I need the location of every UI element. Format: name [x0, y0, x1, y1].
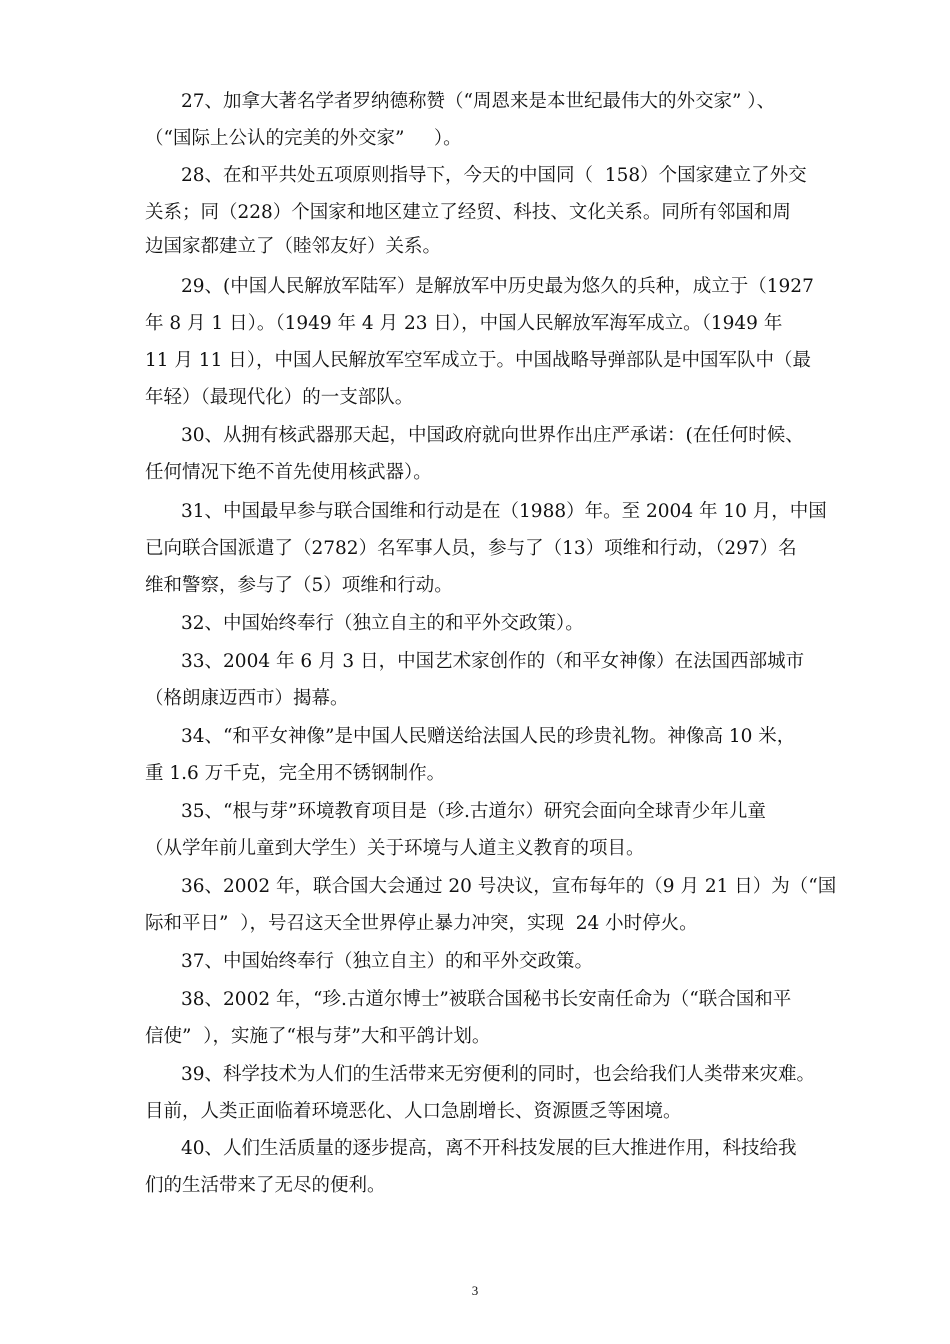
item-34-line-2: 重 1.6 万千克，完全用不锈钢制作。	[145, 763, 446, 784]
item-28-line-1: 28、在和平共处五项原则指导下，今天的中国同（ 158）个国家建立了外交	[181, 165, 807, 186]
item-40-line-2: 们的生活带来了无尽的便利。	[145, 1175, 386, 1196]
item-35-line-2: （从学年前儿童到大学生）关于环境与人道主义教育的项目。	[145, 838, 645, 859]
item-39-line-2: 目前，人类正面临着环境恶化、人口急剧增长、资源匮乏等困境。	[145, 1101, 682, 1122]
item-37-line-1: 37、中国始终奉行（独立自主）的和平外交政策。	[181, 951, 594, 972]
item-28-line-2: 关系；同（228）个国家和地区建立了经贸、科技、文化关系。同所有邻国和周	[145, 202, 791, 223]
item-29-line-2: 年 8 月 1 日）。（1949 年 4 月 23 日），中国人民解放军海军成立。（1949 年	[145, 313, 783, 334]
page-number: 3	[471, 1283, 479, 1298]
item-27-line-1: 27、加拿大著名学者罗纳德称赞（“周恩来是本世纪最伟大的外交家” ）、	[181, 91, 776, 112]
item-38-line-1: 38、2002 年，“珍.古道尔博士”被联合国秘书长安南任命为（“联合国和平	[181, 989, 792, 1010]
item-31-line-2: 已向联合国派遣了（2782）名军事人员，参与了（13）项维和行动，（297）名	[145, 538, 797, 559]
item-30-line-2: 任何情况下绝不首先使用核武器）。	[145, 462, 432, 483]
item-31-line-1: 31、中国最早参与联合国维和行动是在（1988）年。至 2004 年 10 月，中国	[181, 501, 827, 522]
item-28-line-3: 边国家都建立了（睦邻友好）关系。	[145, 236, 442, 257]
item-27-line-2: （“国际上公认的完美的外交家” ）。	[145, 128, 462, 149]
item-33-line-2: （格朗康迈西市）揭幕。	[145, 688, 349, 709]
item-36-line-2: 际和平日” ），号召这天全世界停止暴力冲突，实现 24 小时停火。	[145, 913, 698, 934]
item-35-line-1: 35、“根与芽”环境教育项目是（珍.古道尔）研究会面向全球青少年儿童	[181, 801, 766, 822]
item-38-line-2: 信使” ），实施了“根与芽”大和平鸽计划。	[145, 1026, 491, 1047]
item-34-line-1: 34、“和平女神像”是中国人民赠送给法国人民的珍贵礼物。神像高 10 米，	[181, 726, 796, 747]
item-29-line-3: 11 月 11 日），中国人民解放军空军成立于。中国战略导弹部队是中国军队中（最	[145, 350, 811, 371]
item-39-line-1: 39、科学技术为人们的生活带来无穷便利的同时，也会给我们人类带来灾难。	[181, 1064, 816, 1085]
item-29-line-4: 年轻）（最现代化）的一支部队。	[145, 387, 414, 408]
item-32-line-1: 32、中国始终奉行（独立自主的和平外交政策）。	[181, 613, 584, 634]
item-33-line-1: 33、2004 年 6 月 3 日，中国艺术家创作的（和平女神像）在法国西部城市	[181, 651, 805, 672]
item-40-line-1: 40、人们生活质量的逐步提高，离不开科技发展的巨大推进作用，科技给我	[181, 1138, 797, 1159]
item-30-line-1: 30、从拥有核武器那天起，中国政府就向世界作出庄严承诺：(在任何时候、	[181, 425, 804, 446]
item-36-line-1: 36、2002 年，联合国大会通过 20 号决议，宣布每年的（9 月 21 日）为（“国	[181, 876, 837, 897]
item-29-line-1: 29、(中国人民解放军陆军）是解放军中历史最为悠久的兵种，成立于（1927	[181, 276, 814, 297]
item-31-line-3: 维和警察，参与了（5）项维和行动。	[145, 575, 453, 596]
